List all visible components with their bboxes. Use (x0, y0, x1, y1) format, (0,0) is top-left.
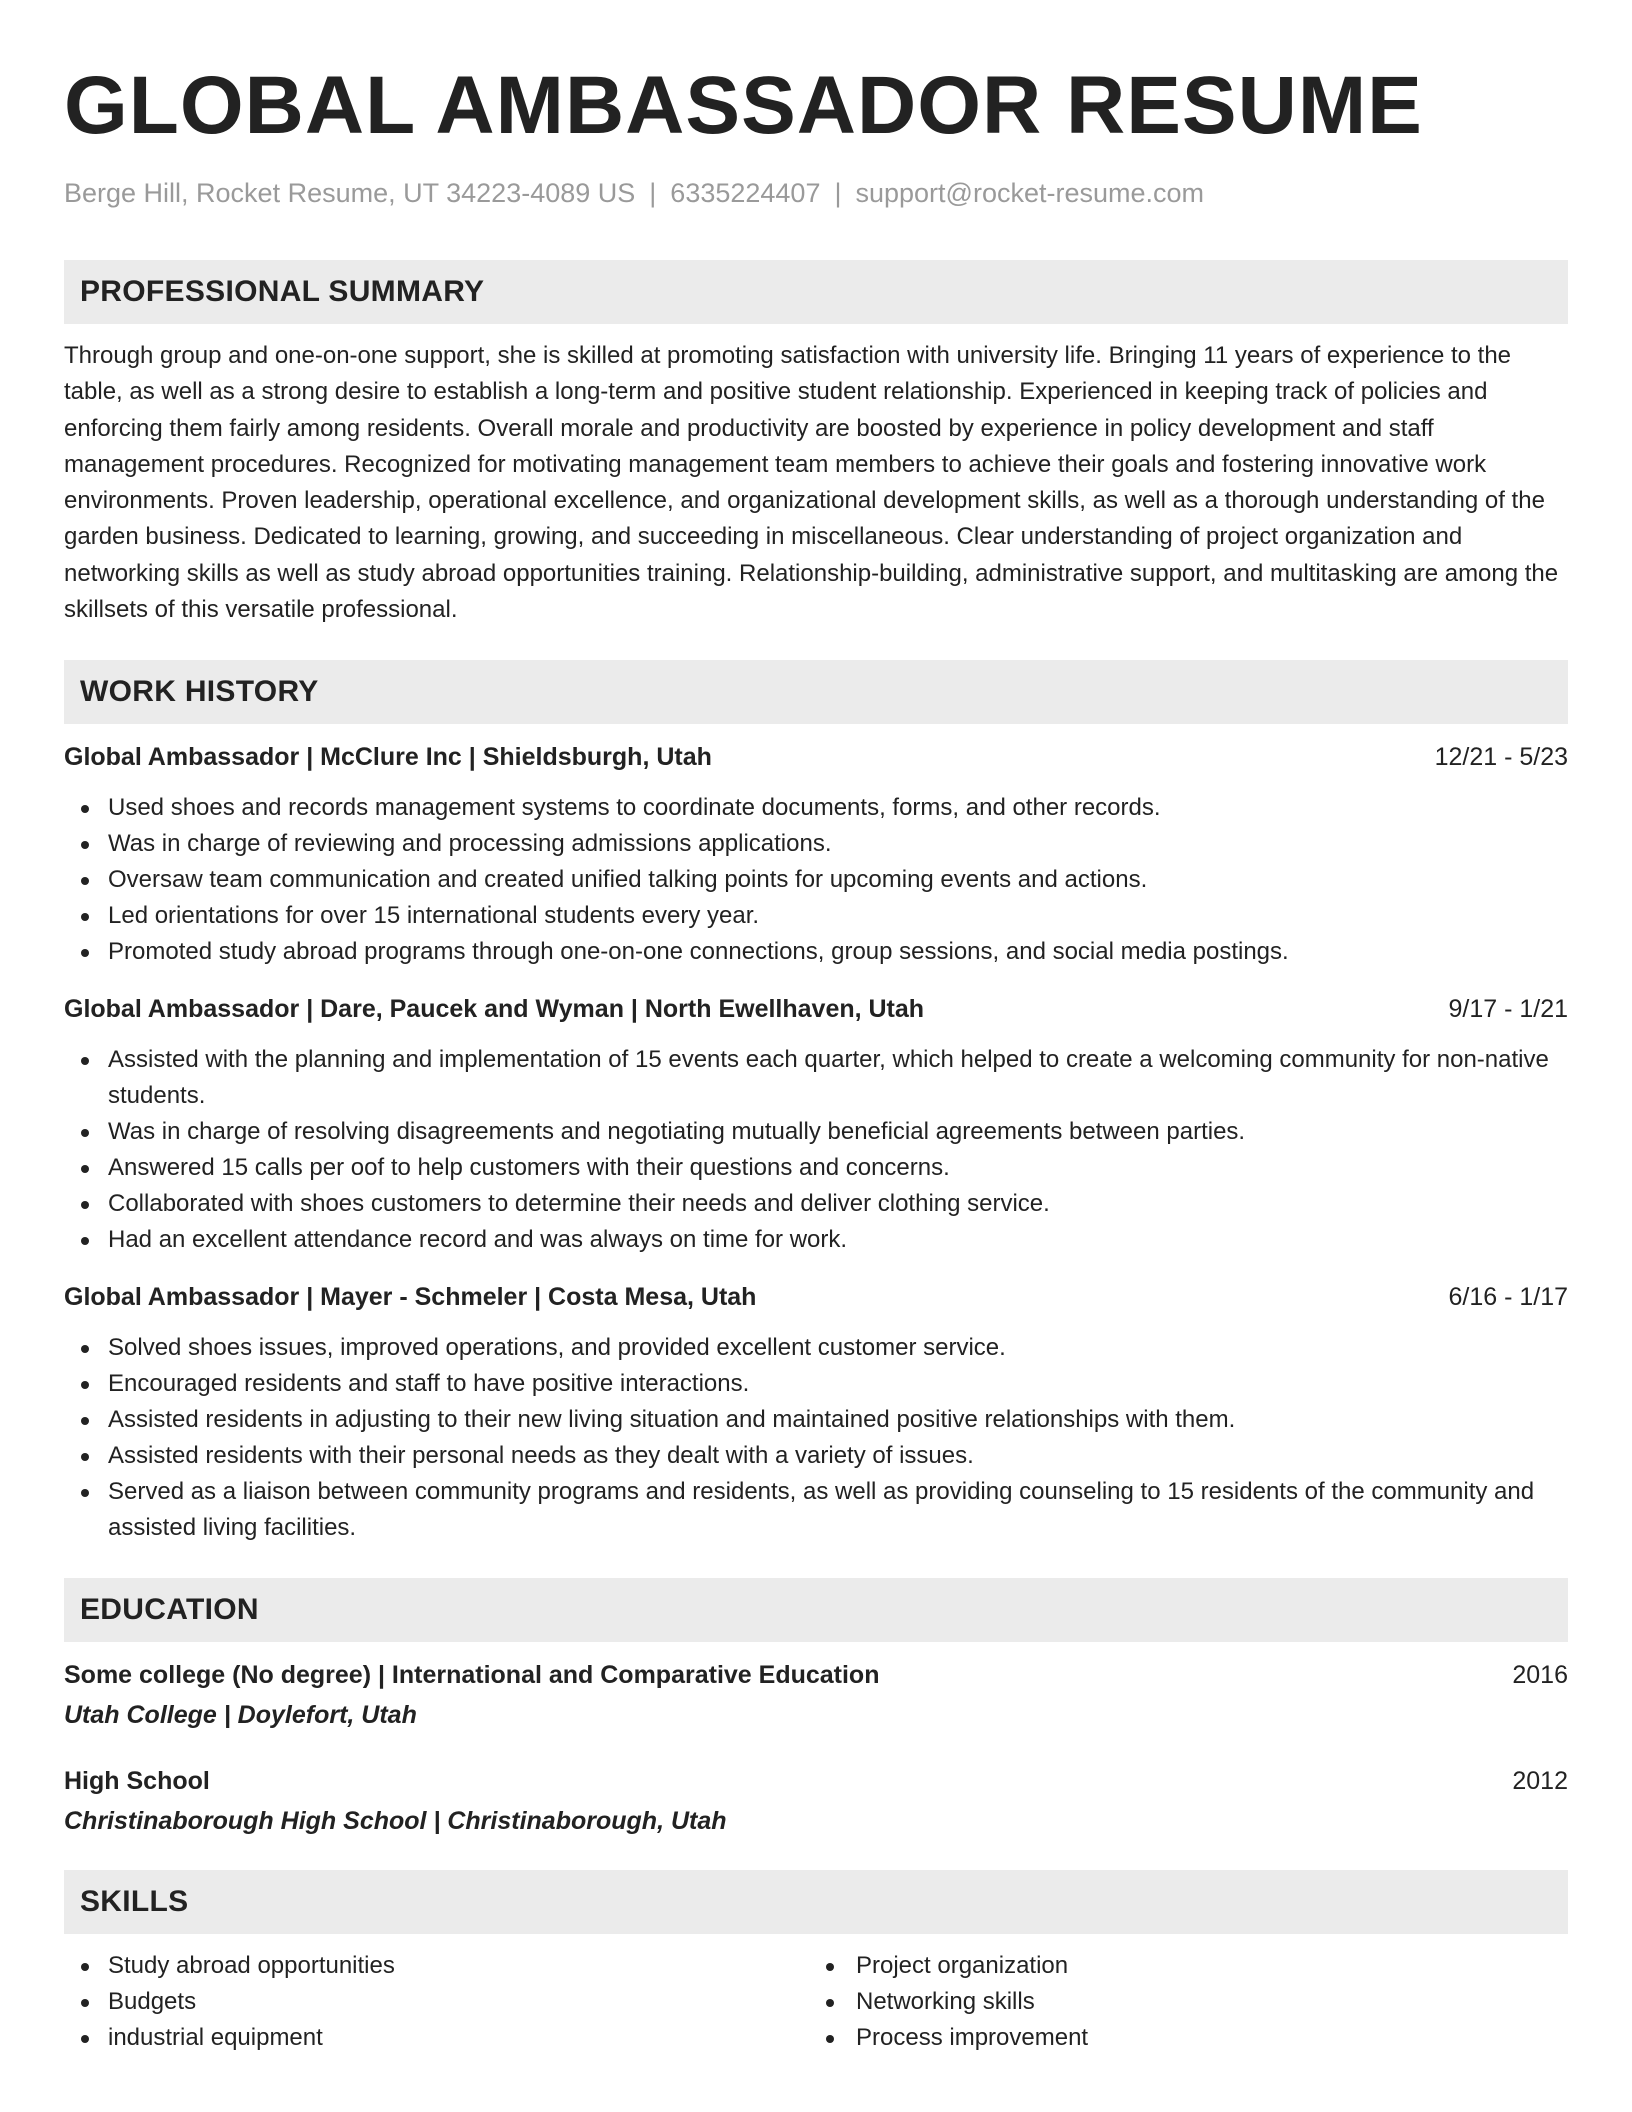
job-title: Global Ambassador | McClure Inc | Shieldsburgh, Utah (64, 743, 712, 772)
education-school: Christinaborough High School | Christinaborough, Utah (64, 1807, 727, 1836)
job-header (64, 992, 1568, 1026)
job-entry (64, 1280, 1568, 1546)
skill-item: Project organization (816, 1948, 1568, 1984)
job-bullets (64, 1042, 1568, 1258)
education-year: 2012 (1512, 1767, 1568, 1796)
job-bullets (64, 790, 1568, 970)
skills-section-header (64, 1870, 1568, 1934)
summary-section-header (64, 260, 1568, 324)
job-bullet: Solved shoes issues, improved operations, and provided excellent customer service. (64, 1330, 1568, 1366)
work-heading: WORK HISTORY (80, 675, 319, 709)
education-heading: EDUCATION (80, 1593, 259, 1627)
skill-item: Study abroad opportunities (64, 1948, 816, 1984)
job-title: Global Ambassador | Dare, Paucek and Wyman | North Ewellhaven, Utah (64, 995, 925, 1024)
education-entry (64, 1658, 1568, 1732)
contact-separator: | (649, 178, 657, 208)
contact-email: support@rocket-resume.com (855, 178, 1205, 208)
job-bullet: Oversaw team communication and created unified talking points for upcoming events and actions. (64, 862, 1568, 898)
education-degree: High School (64, 1767, 210, 1796)
job-entry (64, 740, 1568, 970)
skill-item: Budgets (64, 1984, 816, 2020)
job-title: Global Ambassador | Mayer - Schmeler | Costa Mesa, Utah (64, 1283, 757, 1312)
education-degree: Some college (No degree) | International and Comparative Education (64, 1661, 880, 1690)
education-school: Utah College | Doylefort, Utah (64, 1701, 417, 1730)
summary-heading: PROFESSIONAL SUMMARY (80, 275, 485, 308)
job-dates: 6/16 - 1/17 (1448, 1283, 1568, 1312)
job-bullet: Encouraged residents and staff to have positive interactions. (64, 1366, 1568, 1402)
job-bullet: Served as a liaison between community programs and residents, as well as providing counseling to 15 residents of the community and assisted living facilities. (64, 1474, 1568, 1546)
skills-heading: SKILLS (80, 1885, 189, 1919)
job-bullet: Collaborated with shoes customers to determine their needs and deliver clothing service. (64, 1186, 1568, 1222)
skill-item: Networking skills (816, 1984, 1568, 2020)
skills-list (64, 1948, 1568, 2056)
job-bullet: Assisted residents with their personal needs as they dealt with a variety of issues. (64, 1438, 1568, 1474)
job-bullet: Promoted study abroad programs through one-on-one connections, group sessions, and social media postings. (64, 934, 1568, 970)
job-bullet: Was in charge of reviewing and processing admissions applications. (64, 826, 1568, 862)
skill-item: industrial equipment (64, 2020, 816, 2056)
contact-line (64, 176, 1568, 210)
job-bullets (64, 1330, 1568, 1546)
job-bullet: Used shoes and records management systems to coordinate documents, forms, and other records. (64, 790, 1568, 826)
education-header (64, 1764, 1568, 1798)
job-bullet: Assisted residents in adjusting to their new living situation and maintained positive relationships with them. (64, 1402, 1568, 1438)
job-dates: 12/21 - 5/23 (1434, 743, 1568, 772)
education-header (64, 1658, 1568, 1692)
contact-separator: | (834, 178, 842, 208)
skills-column-2 (816, 1948, 1568, 2056)
education-year: 2016 (1512, 1661, 1568, 1690)
job-bullet: Was in charge of resolving disagreements and negotiating mutually beneficial agreements between parties. (64, 1114, 1568, 1150)
job-dates: 9/17 - 1/21 (1448, 995, 1568, 1024)
job-bullet: Answered 15 calls per oof to help customers with their questions and concerns. (64, 1150, 1568, 1186)
job-entry (64, 992, 1568, 1258)
job-header (64, 740, 1568, 774)
contact-phone: 6335224407 (670, 178, 821, 208)
skills-column-1 (64, 1948, 816, 2056)
work-section-header (64, 660, 1568, 724)
summary-text: Through group and one-on-one support, she is skilled at promoting satisfaction with university life. Bringing 11 years of experience to the table, as well as a strong desire to establish a long-term and positive student relationship. Experienced in keeping track of policies and enforcing them fairly among residents. Overall morale and productivity are boosted by experience in policy development and staff management procedures. Recognized for motivating management team members to achieve their goals and fostering innovative work environments. Proven leadership, operational excellence, and organizational development skills, as well as a thorough understanding of the garden business. Dedicated to learning, growing, and succeeding in miscellaneous. Clear understanding of project organization and networking skills as well as study abroad opportunities training. Relationship-building, administrative support, and multitasking are among the skillsets of this versatile professional. (64, 342, 1559, 624)
job-bullet: Assisted with the planning and implementation of 15 events each quarter, which helped to create a welcoming community for non-native students. (64, 1042, 1568, 1114)
skill-item: Process improvement (816, 2020, 1568, 2056)
education-section-header (64, 1578, 1568, 1642)
job-bullet: Had an excellent attendance record and was always on time for work. (64, 1222, 1568, 1258)
education-entry (64, 1764, 1568, 1838)
job-header (64, 1280, 1568, 1314)
job-bullet: Led orientations for over 15 international students every year. (64, 898, 1568, 934)
contact-address: Berge Hill, Rocket Resume, UT 34223-4089 US (64, 178, 636, 208)
resume-title: GLOBAL AMBASSADOR RESUME (64, 60, 1423, 151)
